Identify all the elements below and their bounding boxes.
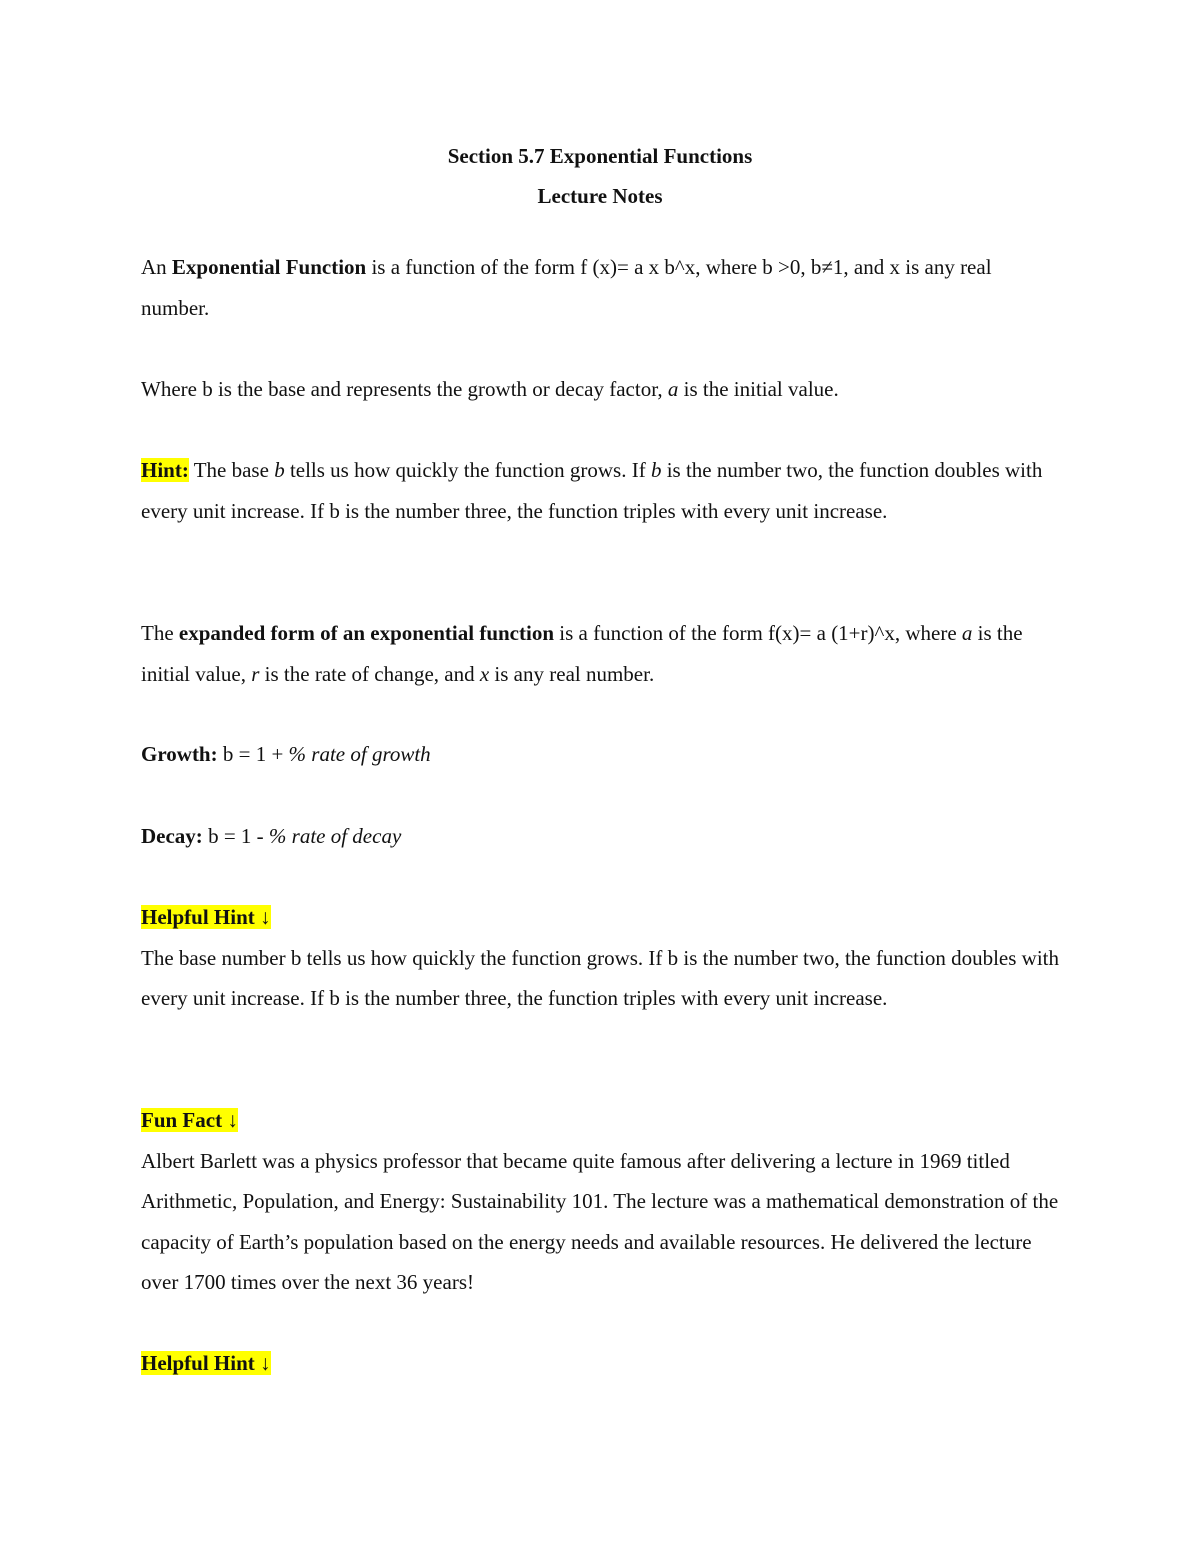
hint-text-3: is the number two, the function doubles with every unit increase. If b is the number three, the function triples with every unit increase. [141,458,1043,523]
def2-r: r [251,661,260,686]
growth-italic: % rate of growth [288,742,431,766]
where-text-2: is the initial value. [678,377,839,401]
hint-b2: b [650,458,662,482]
document-subtitle: Lecture Notes [537,184,663,208]
def2-term: expanded form of an exponential function [178,621,555,645]
def1-term: Exponential Function [171,255,367,279]
fun-fact-section [141,1100,1061,1303]
hint-text-2: tells us how quickly the function grows. If [284,458,651,482]
document-title: Section 5.7 Exponential Functions [447,144,753,168]
decay-label: Decay: [141,824,203,848]
base-explanation [141,369,1061,410]
def2-text-3: is the initial value, [141,621,1023,686]
hint-b1: b [274,458,285,482]
def2-text-1: The [141,621,179,645]
def2-text-4: is the rate of change, and [259,661,480,686]
expanded-form-definition [141,613,1061,694]
decay-italic: % rate of decay [268,824,402,848]
def2-text-2: is a function of the form f(x)= a (1+r)^x, where [554,621,962,645]
helpful-hint-label-1: Helpful Hint ↓ [141,905,271,929]
helpful-hint-label-2: Helpful Hint ↓ [141,1351,271,1375]
helpful-hint-text-1: The base number b tells us how quickly the function grows. If b is the number two, the function doubles with every unit increase. If b is the number three, the function triples with every unit increase. [141,945,1060,1010]
growth-label: Growth: [141,742,218,766]
def1-text-2: is a function of the form f (x)= a x b^x, where b >0, b≠1, and x is any real number. [141,255,992,320]
hint-text-1: The base [188,458,275,482]
def1-text-1: An [141,255,172,279]
helpful-hint-section-2 [141,1343,1061,1384]
exponential-function-definition [141,247,1061,328]
fun-fact-text: Albert Barlett was a physics professor that became quite famous after delivering a lecture in 1969 titled Arithmetic, Population, and Energy: Sustainability 101. The lecture was a mathematical demonstration of the capacity of Earth’s population based on the energy needs and available resources. He delivered the lecture over 1700 times over the next 36 years! [141,1148,1059,1294]
decay-text: b = 1 - [202,824,269,848]
where-a: a [667,377,679,401]
hint-label: Hint: [141,458,189,482]
decay-formula [141,816,1061,857]
growth-text: b = 1 + [217,742,289,766]
def2-x: x [479,661,490,686]
helpful-hint-section-1 [141,897,1061,1019]
def2-a: a [961,621,973,645]
growth-formula [141,734,1061,775]
def2-text-5: is any real number. [489,661,655,686]
hint-paragraph [141,450,1061,531]
where-text-1: Where b is the base and represents the growth or decay factor, [141,377,668,401]
fun-fact-label: Fun Fact ↓ [141,1108,238,1132]
